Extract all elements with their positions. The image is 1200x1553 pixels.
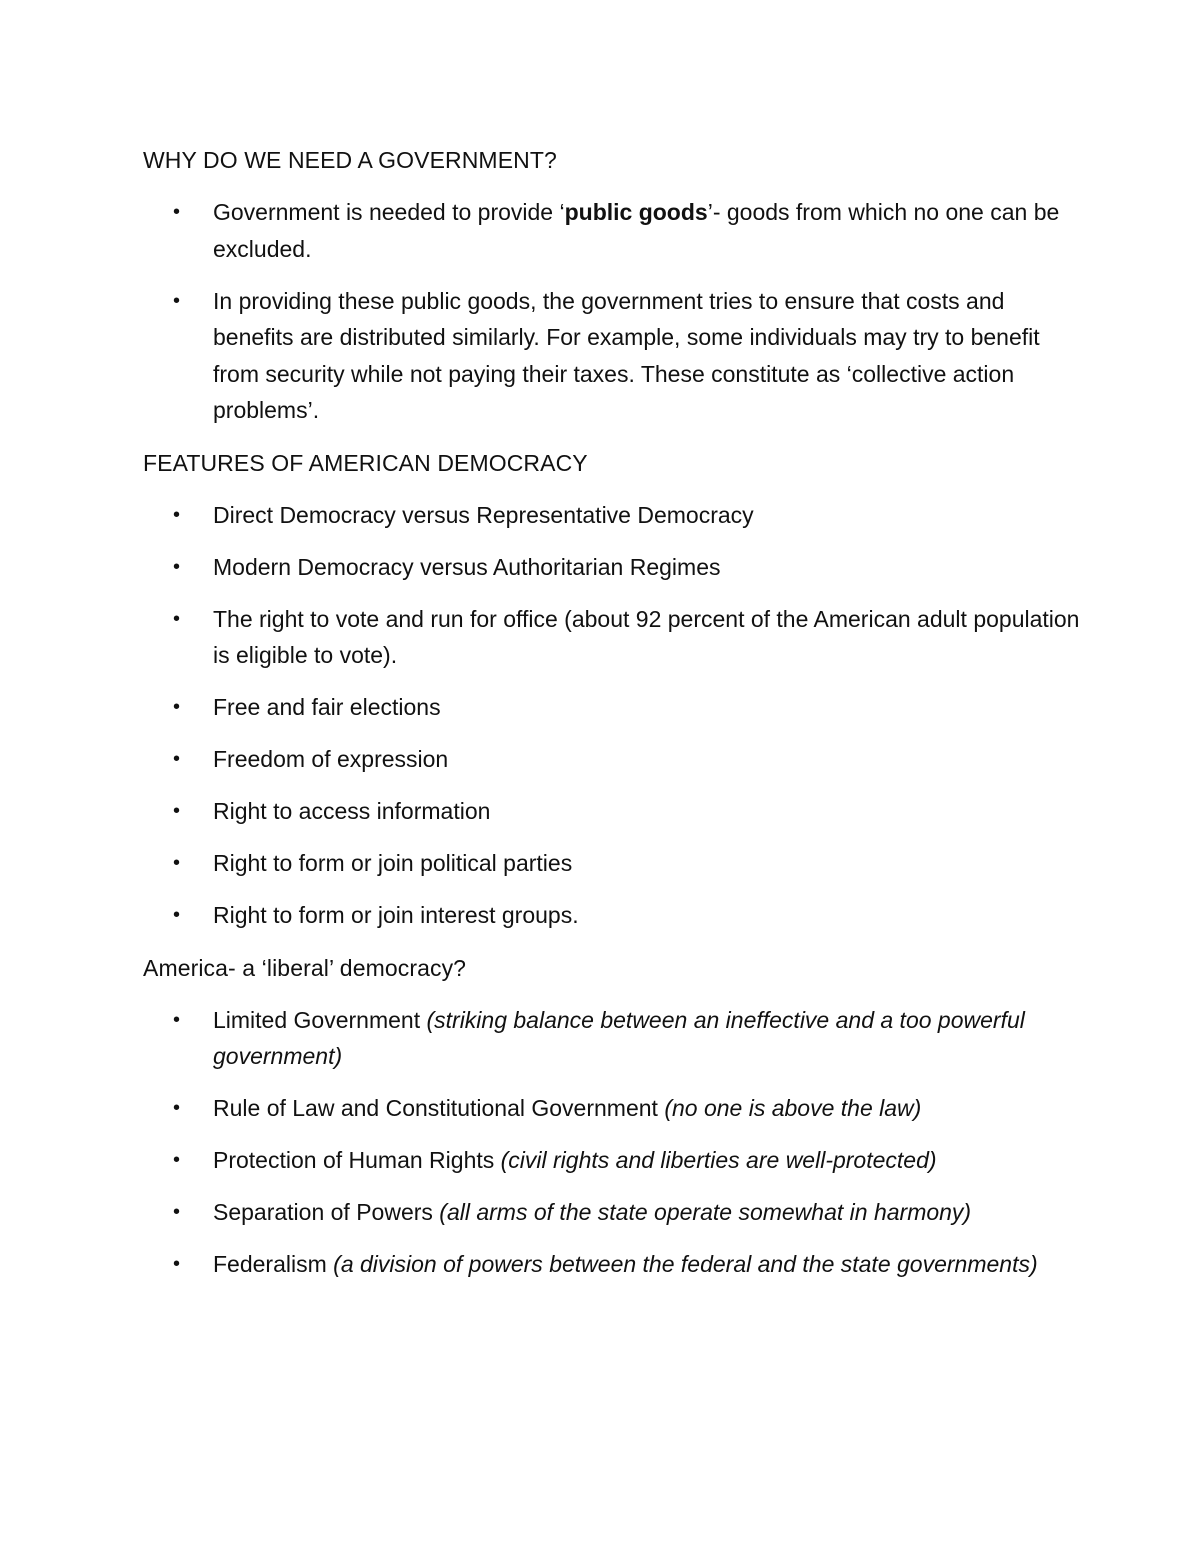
list-item-text-start: Government is needed to provide ‘ <box>213 199 565 225</box>
bullet-icon: • <box>173 607 181 630</box>
list-item <box>143 793 1080 830</box>
bullet-icon: • <box>173 748 181 770</box>
list-item-label: Rule of Law and Constitutional Government <box>213 1095 665 1121</box>
list-item <box>143 497 1080 534</box>
list-item <box>143 194 1080 267</box>
bullet-icon: • <box>173 289 181 312</box>
section-heading-government: WHY DO WE NEED A GOVERNMENT? <box>143 147 557 173</box>
bullet-icon: • <box>173 1097 181 1119</box>
list-item <box>143 1246 1080 1283</box>
list-item-label: Federalism <box>213 1251 334 1277</box>
liberal-democracy-list <box>143 1002 1080 1283</box>
list-item-note: (a division of powers between the federal and the state governments) <box>333 1251 1038 1277</box>
list-item-text: Direct Democracy versus Representative Democracy <box>213 501 754 528</box>
bullet-icon: • <box>173 852 181 874</box>
list-item <box>143 1142 1080 1179</box>
list-item <box>143 1194 1080 1231</box>
bullet-icon: • <box>173 1201 181 1223</box>
list-item-text: Right to form or join political parties <box>213 850 573 876</box>
bullet-icon: • <box>173 1253 181 1275</box>
list-item <box>143 845 1080 882</box>
list-item-label: Limited Government <box>213 1006 427 1033</box>
section-heading-liberal-democracy: America- a ‘liberal’ democracy? <box>143 954 467 981</box>
features-list <box>143 497 1080 934</box>
government-list <box>143 194 1080 429</box>
list-item-label: Protection of Human Rights <box>213 1147 501 1173</box>
bullet-icon: • <box>173 1149 181 1171</box>
list-item <box>143 549 1080 586</box>
list-item-text: Free and fair elections <box>213 694 441 720</box>
list-item <box>143 1090 1080 1127</box>
list-item <box>143 689 1080 726</box>
list-item-bold-term: public goods <box>564 199 708 225</box>
bullet-icon: • <box>173 800 181 822</box>
bullet-icon: • <box>173 201 181 223</box>
list-item-note: (civil rights and liberties are well-protected) <box>500 1147 937 1173</box>
bullet-icon: • <box>173 1008 181 1031</box>
list-item-text: The right to vote and run for office (about 92 percent of the American adult population is eligible to vote). <box>213 605 1080 668</box>
bullet-icon: • <box>173 555 181 578</box>
list-item-note: (striking balance between an ineffective and a too powerful government) <box>213 1006 1025 1069</box>
list-item-text: Freedom of expression <box>213 746 449 772</box>
list-item <box>143 283 1080 429</box>
list-item-text: Right to form or join interest groups. <box>213 902 579 928</box>
list-item-text: Modern Democracy versus Authoritarian Regimes <box>213 553 721 580</box>
list-item-note: (no one is above the law) <box>664 1095 922 1121</box>
bullet-icon: • <box>173 503 181 526</box>
list-item <box>143 601 1080 674</box>
list-item <box>143 897 1080 934</box>
bullet-icon: • <box>173 696 181 718</box>
list-item <box>143 1002 1080 1075</box>
list-item-text-end: ’- goods from which no one can be excluded. <box>213 199 1060 262</box>
bullet-icon: • <box>173 904 181 926</box>
list-item-text: In providing these public goods, the government tries to ensure that costs and benefits are distributed similarly. For example, some individuals may try to benefit from security while not paying their taxes. These constitute as ‘collective action problems’. <box>213 287 1040 423</box>
list-item-note: (all arms of the state operate somewhat in harmony) <box>439 1199 972 1225</box>
list-item-label: Separation of Powers <box>213 1199 440 1225</box>
list-item-text: Right to access information <box>213 798 491 824</box>
section-heading-features: FEATURES OF AMERICAN DEMOCRACY <box>143 449 588 476</box>
list-item <box>143 741 1080 778</box>
